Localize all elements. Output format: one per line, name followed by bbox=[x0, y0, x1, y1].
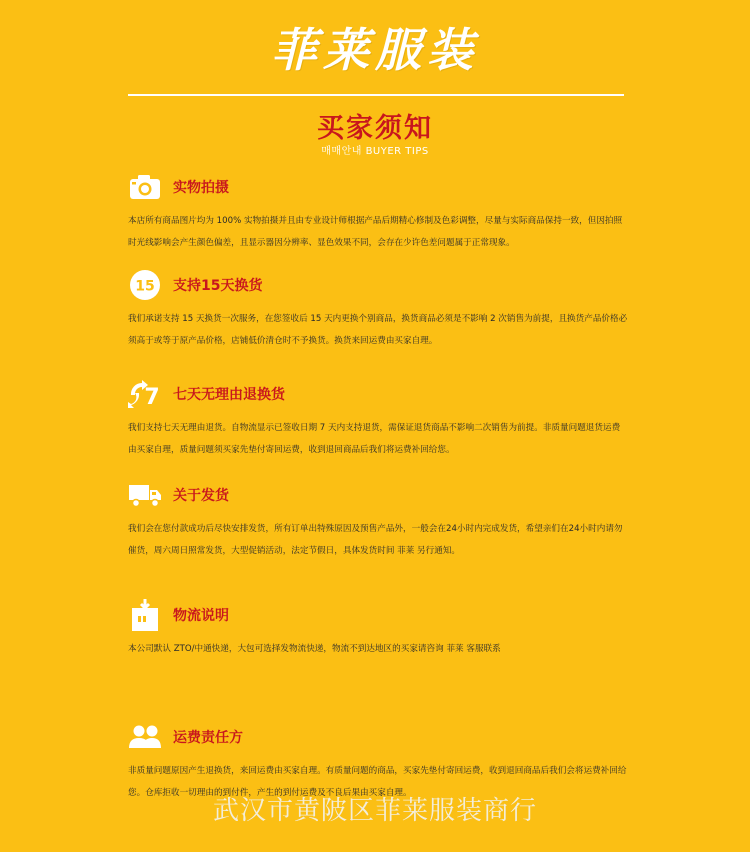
section-body: 本公司默认 ZTO/中通快递，大包可选择发物流快递，物流不到达地区的买家请咨询 菲莱 客服联系 bbox=[128, 644, 501, 654]
section-title: 关于发货 bbox=[173, 488, 229, 504]
camera-icon bbox=[128, 170, 162, 204]
section-title: 实物拍摄 bbox=[173, 180, 229, 196]
section-body: 本店所有商品图片均为 100% 实物拍摄并且由专业设计师根据产品后期精心修制及色彩调整，尽量与实际商品保持一致，但因拍照时光线影响会产生颜色偏差，且显示器因分辨率、显色效果不同，会存在少许色差问题属于正常现象。 bbox=[128, 216, 623, 248]
seven-days-return-icon bbox=[128, 377, 162, 411]
page-title: 买家须知 bbox=[317, 113, 433, 144]
section-body: 非质量问题原因产生退换货，来回运费由买家自理。有质量问题的商品，买家先垫付寄回运费，收到退回商品后我们会将运费补回给您。仓库拒收一切理由的到付件，产生的到付运费及不良后果由买家自理。 bbox=[128, 766, 627, 798]
users-icon bbox=[128, 720, 162, 754]
section-body: 我们承诺支持 15 天换货一次服务，在您签收后 15 天内更换个别商品，换货商品必须是不影响 2 次销售为前提，且换货产品价格必须高于或等于原产品价格，店铺低价清仓时不予换货。换货来回运费由买家自理。 bbox=[128, 314, 628, 346]
section-logistics bbox=[128, 598, 628, 660]
brand-logo-text: 菲莱服装 bbox=[271, 23, 479, 77]
section-title: 七天无理由退换货 bbox=[173, 387, 285, 403]
fifteen-days-icon bbox=[128, 268, 162, 302]
page-subtitle: 매매안내 BUYER TIPS bbox=[321, 146, 429, 157]
header-divider bbox=[128, 94, 624, 96]
section-shipping bbox=[128, 478, 628, 562]
svg-text:15: 15 bbox=[135, 278, 155, 295]
package-icon bbox=[128, 598, 162, 632]
section-body: 我们会在您付款成功后尽快安排发货，所有订单出特殊原因及预售产品外，一般会在24小时内完成发货，希望亲们在24小时内请勿催货，周六周日照常发货，大型促销活动，法定节假日，具体发货时间 菲莱 另行通知。 bbox=[128, 524, 623, 556]
svg-text:7: 7 bbox=[144, 385, 160, 409]
section-fifteen-day-exchange bbox=[128, 268, 628, 352]
truck-icon bbox=[128, 478, 162, 512]
section-title: 支持15天换货 bbox=[173, 278, 263, 294]
section-real-photos bbox=[128, 170, 628, 254]
section-title: 运费责任方 bbox=[173, 730, 243, 746]
section-title: 物流说明 bbox=[173, 608, 229, 624]
section-body: 我们支持七天无理由退货。自物流显示已签收日期 7 天内支持退货，需保证退货商品不影响二次销售为前提。非质量问题退货运费由买家自理，质量问题须买家先垫付寄回运费，收到退回商品后我们将运费补回给您。 bbox=[128, 423, 621, 455]
section-seven-day-return bbox=[128, 377, 628, 461]
footer-watermark-text: 武汉市黄陂区菲莱服装商行 bbox=[212, 796, 537, 826]
